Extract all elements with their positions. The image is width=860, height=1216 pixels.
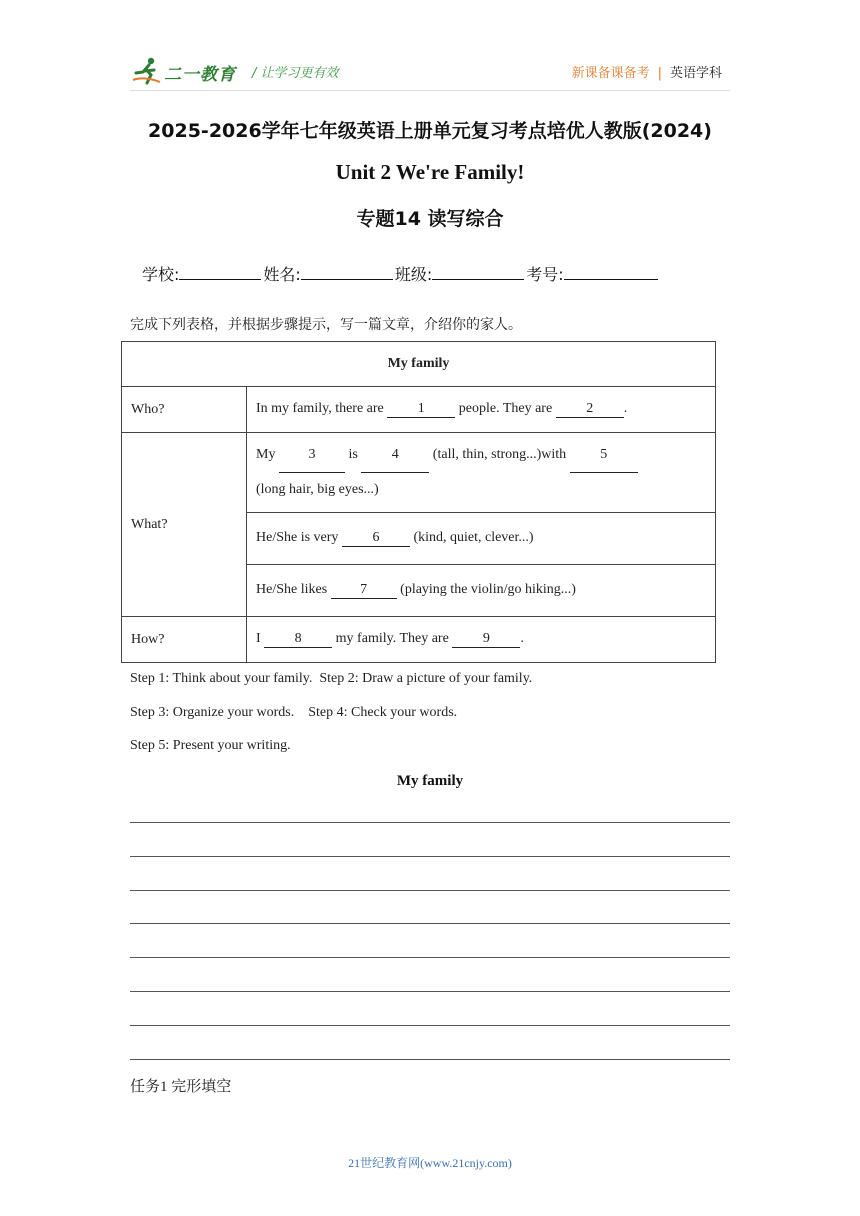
header-separator: | [657,66,662,81]
who-period: . [623,401,628,416]
header-right [572,62,722,81]
runner-logo-icon [132,56,162,86]
writing-line[interactable] [130,822,730,823]
instruction-text: 完成下列表格，并根据步骤提示，写一篇文章，介绍你的家人。 [130,318,522,333]
what1-text-4: (long hair, big eyes...) [256,482,379,497]
slogan: / 让学习更有效 [252,66,339,81]
page-header [130,54,730,90]
what2-text-1: He/She is very [256,530,339,545]
how-content [247,617,716,663]
what-label: What? [122,433,247,617]
writing-line[interactable] [130,957,730,958]
what3-text-1: He/She likes [256,582,328,597]
name-label: 姓名: [263,265,301,284]
blank-1[interactable]: 1 [387,401,455,418]
name-blank[interactable] [301,263,393,280]
what-content-3 [247,565,716,617]
who-text-1: In my family, there are [256,401,384,416]
what-row-1 [122,433,716,513]
who-text-2: people. They are [458,401,553,416]
topic-title: 专题14 读写综合 [356,208,504,230]
unit-title: Unit 2 We're Family! [335,160,525,184]
school-blank[interactable] [179,263,261,280]
how-text-1: I [256,631,261,646]
what1-text-2: is [348,447,358,462]
blank-4[interactable]: 4 [361,438,429,473]
document-title: 2025-2026学年七年级英语上册单元复习考点培优人教版(2024) [148,120,712,142]
blank-3[interactable]: 3 [279,438,345,473]
logo-text: 二一教育 [164,65,236,85]
blank-5[interactable]: 5 [570,438,638,473]
exam-number-label: 考号: [526,265,564,284]
who-row [122,387,716,433]
class-blank[interactable] [432,263,524,280]
what-content-1 [247,433,716,513]
blank-2[interactable]: 2 [556,401,624,418]
student-info-row [142,262,660,285]
what3-text-2: (playing the violin/go hiking...) [400,582,576,597]
family-table [121,341,716,663]
blank-9[interactable]: 9 [452,631,520,648]
how-row [122,617,716,663]
writing-title: My family [396,773,464,789]
how-text-2: my family. They are [335,631,449,646]
how-label: How? [122,617,247,663]
blank-7[interactable]: 7 [331,582,397,599]
what1-text-1: My [256,447,276,462]
who-content [247,387,716,433]
header-course-label: 新课备课备考 [571,66,650,81]
who-label: Who? [122,387,247,433]
writing-line[interactable] [130,1059,730,1060]
steps-line-1: Step 1: Think about your family. Step 2: Draw a picture of your family. [130,671,533,686]
task-label: 任务1 完形填空 [130,1079,232,1095]
exam-number-blank[interactable] [564,263,658,280]
writing-line[interactable] [130,923,730,924]
what1-text-3: (tall, thin, strong...)with [432,447,567,462]
brand-logo [130,54,242,88]
writing-line[interactable] [130,856,730,857]
header-subject: 英语学科 [669,66,722,81]
steps-line-2: Step 3: Organize your words. Step 4: Check your words. [130,705,458,720]
how-period: . [520,631,524,646]
what2-text-2: (kind, quiet, clever...) [413,530,534,545]
footer-link[interactable]: 21世纪教育网(www.21cnjy.com) [348,1156,512,1170]
blank-8[interactable]: 8 [264,631,332,648]
table-header-row [122,342,716,387]
blank-6[interactable]: 6 [342,530,410,547]
table-title: My family [122,342,716,387]
steps-line-3: Step 5: Present your writing. [130,738,291,753]
writing-line[interactable] [130,991,730,992]
what-content-2 [247,513,716,565]
class-label: 班级: [394,265,433,284]
writing-line[interactable] [130,1025,730,1026]
writing-line[interactable] [130,890,730,891]
header-divider [130,90,730,91]
school-label: 学校: [142,265,180,284]
